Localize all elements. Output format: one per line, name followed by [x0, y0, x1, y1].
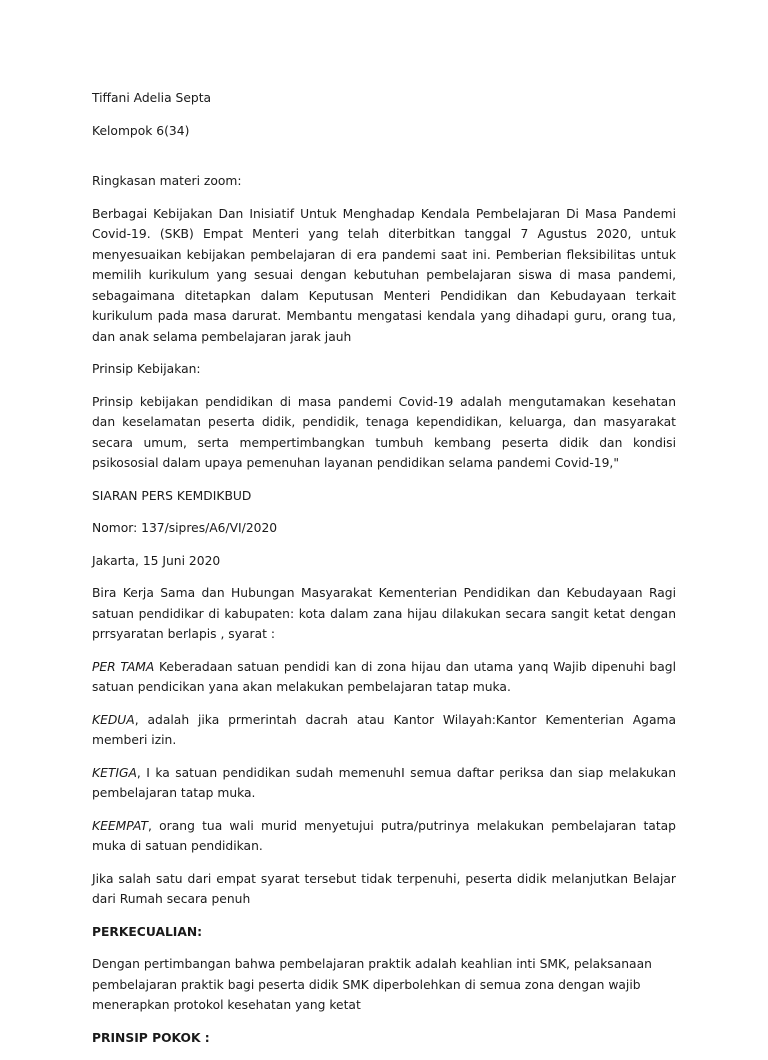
condition-text: Keberadaan satuan pendidi kan di zona hijau dan utama yanq Wajib dipenuhi bagl satuan pendicikan yana akan melakukan pembelajaran tatap muka. — [92, 659, 676, 694]
summary-heading: Ringkasan materi zoom: — [92, 174, 242, 188]
condition-item — [92, 763, 676, 804]
document-content — [92, 88, 676, 1060]
press-date: Jakarta, 15 Juni 2020 — [92, 553, 221, 568]
condition-item — [92, 657, 676, 698]
exception-body: Dengan pertimbangan bahwa pembelajaran praktik adalah keahlian inti SMK, pelaksanaan pembelajaran praktik bagi peserta didik SMK diperbolehkan di semua zona dengan wajib menerapkan protokol kesehatan yang ketat — [92, 957, 652, 1012]
principle-body: Prinsip kebijakan pendidikan di masa pandemi Covid-19 adalah mengutamakan kesehatan dan keselamatan peserta didik, pendidik, tenaga kependidikan, keluarga, dan masyarakat secara umum, serta mempertimbangkan tumbuh kembang peserta didik dan kondisi psikososial dalam upaya pemenuhan layanan pendidikan selama pandemi Covid-19," — [92, 394, 676, 470]
condition-text: , adalah jika prmerintah dacrah atau Kantor Wilayah:Kantor Kementerian Agama memberi izin. — [92, 712, 676, 747]
author-name: Tiffani Adelia Septa — [92, 91, 212, 105]
press-title: SIARAN PERS KEMDIKBUD — [92, 488, 252, 503]
principle-heading: Prinsip Kebijakan: — [92, 362, 201, 376]
condition-item — [92, 816, 676, 857]
condition-lead: PER TAMA — [92, 659, 155, 674]
condition-lead: KETIGA — [92, 765, 137, 780]
summary-body: Berbagai Kebijakan Dan Inisiatif Untuk Menghadap Kendala Pembelajaran Di Masa Pandemi Covid-19. (SKB) Empat Menteri yang telah diterbitkan tanggal 7 Agustus 2020, untuk menyesuaikan kebijakan pembelajaran di era pandemi saat ini. Pemberian fleksibilitas untuk memilih kurikulum yang sesuai dengan kebutuhan pembelajaran siswa di masa pandemi, sebagaimana ditetapkan dalam Keputusan Menteri Pendidikan dan Kebudayaan terkait kurikulum pada masa darurat. Membantu mengatasi kendala yang dihadapi guru, orang tua, dan anak selama pembelajaran jarak jauh — [92, 206, 676, 344]
main-principle-heading: PRINSIP POKOK : — [92, 1030, 210, 1045]
condition-lead: KEEMPAT — [92, 818, 149, 833]
press-number: Nomor: 137/sipres/A6/VI/2020 — [92, 521, 278, 535]
condition-lead: KEDUA — [92, 712, 135, 727]
condition-text: , I ka satuan pendidikan sudah memenuhI semua daftar periksa dan siap melakukan pembelajaran tatap muka. — [92, 765, 676, 800]
exception-heading: PERKECUALIAN: — [92, 924, 203, 939]
conditions-note: Jika salah satu dari empat syarat tersebut tidak terpenuhi, peserta didik melanjutkan Belajar dari Rumah secara penuh — [92, 871, 676, 906]
press-intro: Bira Kerja Sama dan Hubungan Masyarakat Kementerian Pendidikan dan Kebudayaan Ragi satuan pendidikar di kabupaten: kota dalam zana hijau dilakukan secara sangit ketat dengan prrsyaratan berlapis , syarat : — [92, 586, 676, 641]
group-label: Kelompok 6(34) — [92, 123, 190, 138]
condition-item — [92, 710, 676, 751]
condition-text: , orang tua wali murid menyetujui putra/putrinya melakukan pembelajaran tatap muka di satuan pendidikan. — [92, 818, 676, 853]
